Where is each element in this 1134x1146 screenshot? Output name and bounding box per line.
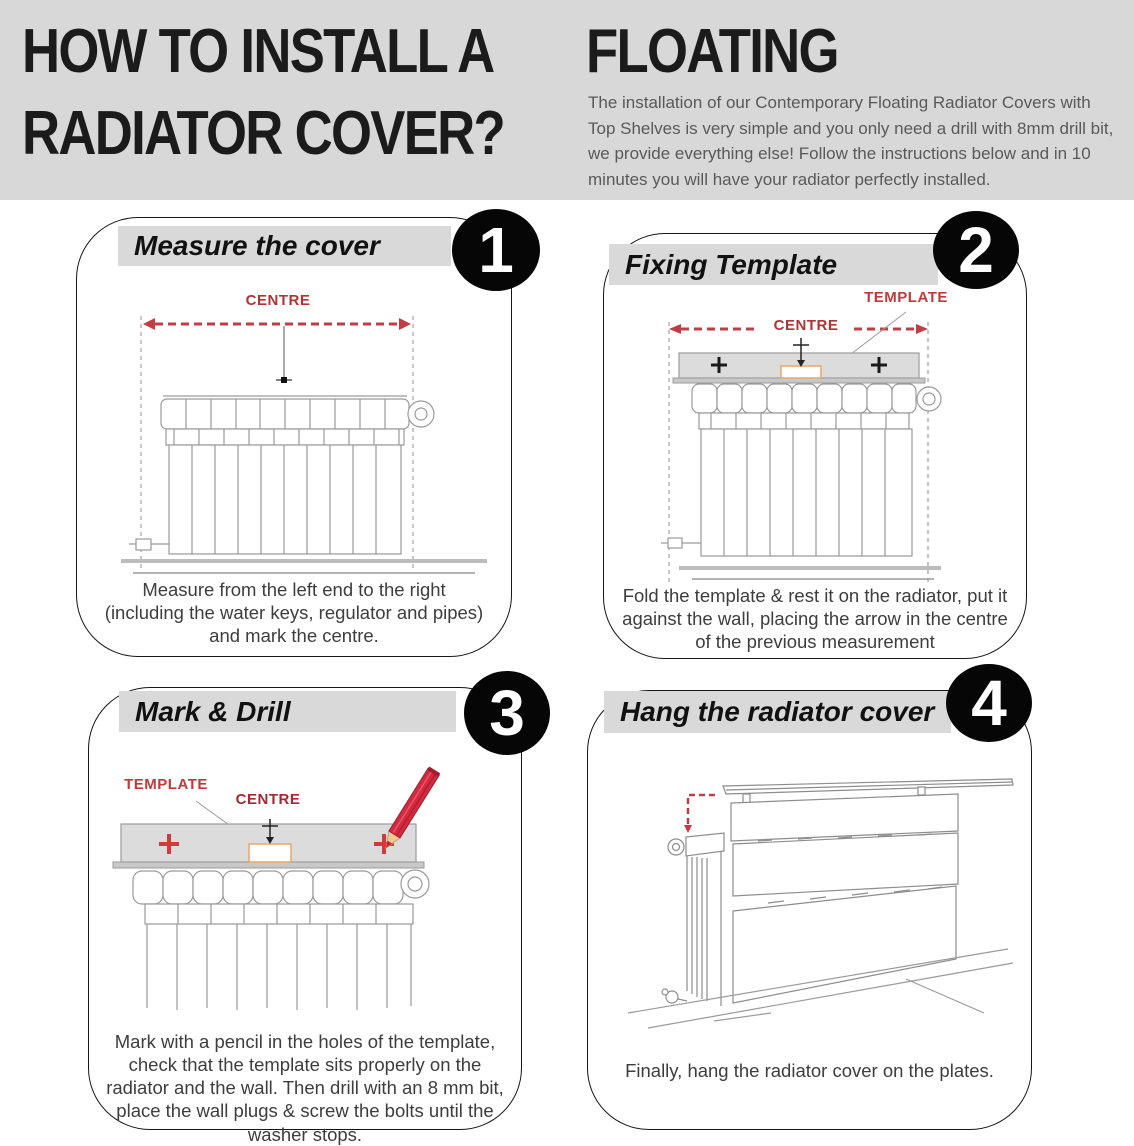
step-number: 4	[971, 667, 1007, 739]
step-panel-4	[587, 667, 1032, 1130]
step-number: 1	[478, 214, 514, 286]
step-caption: Measure from the left end to the right (including the water keys, regulator and pipes) and mark the centre.	[104, 579, 484, 647]
intro-paragraph: The installation of our Contemporary Floating Radiator Covers with Top Shelves is very simple and you only need a drill with 8mm drill bit, we provide everything else! Follow the instructions below and in 10 minutes you will have your radiator perfectly installed.	[588, 93, 1114, 189]
step-title-bar	[609, 244, 938, 285]
step-number: 3	[489, 677, 525, 749]
radiator-drawing	[129, 396, 434, 554]
main-title-floating: FLOATING	[586, 17, 838, 86]
radiator-drawing	[133, 870, 429, 1010]
step-caption: Finally, hang the radiator cover on the plates.	[625, 1060, 994, 1081]
step-caption: Fold the template & rest it on the radiator, put it against the wall, placing the arrow in the centre of the previous measurement	[622, 585, 1008, 653]
step-number-badge	[464, 671, 550, 755]
main-title-line-2: RADIATOR COVER?	[22, 99, 505, 168]
template-drawing	[673, 338, 925, 383]
header-section	[0, 0, 1134, 200]
step-caption: Mark with a pencil in the holes of the template, check that the template sits properly on the radiator and the wall. Then drill with an 8 mm bit, place the wall plugs & screw the bolts until the washer stops.	[106, 1031, 504, 1145]
step-title-bar	[604, 691, 951, 733]
step-title-bar	[118, 226, 451, 266]
step-panel-2	[603, 214, 1027, 659]
step-title: Measure the cover	[134, 230, 380, 261]
radiator-drawing	[661, 384, 941, 556]
step-number-badge	[933, 211, 1019, 289]
main-title-line-1: HOW TO INSTALL A	[22, 17, 494, 86]
step-number: 2	[958, 214, 994, 286]
step-panel-3	[88, 677, 525, 1145]
step-number-badge	[946, 664, 1032, 742]
centre-label: CENTRE	[245, 292, 311, 309]
step-title: Fixing Template	[625, 248, 838, 280]
cover-drawing	[628, 779, 1013, 1028]
template-label: TEMPLATE	[124, 776, 208, 793]
step-title: Hang the radiator cover	[620, 696, 935, 727]
step-title: Mark & Drill	[135, 695, 291, 727]
hang-arrow	[684, 795, 715, 833]
centre-label: CENTRE	[235, 791, 301, 808]
template-drawing	[113, 819, 424, 868]
step-number-badge	[452, 209, 540, 291]
step-panel-1	[76, 214, 514, 657]
centre-label: CENTRE	[773, 317, 839, 334]
step-title-bar	[119, 691, 456, 732]
template-label: TEMPLATE	[864, 289, 948, 306]
